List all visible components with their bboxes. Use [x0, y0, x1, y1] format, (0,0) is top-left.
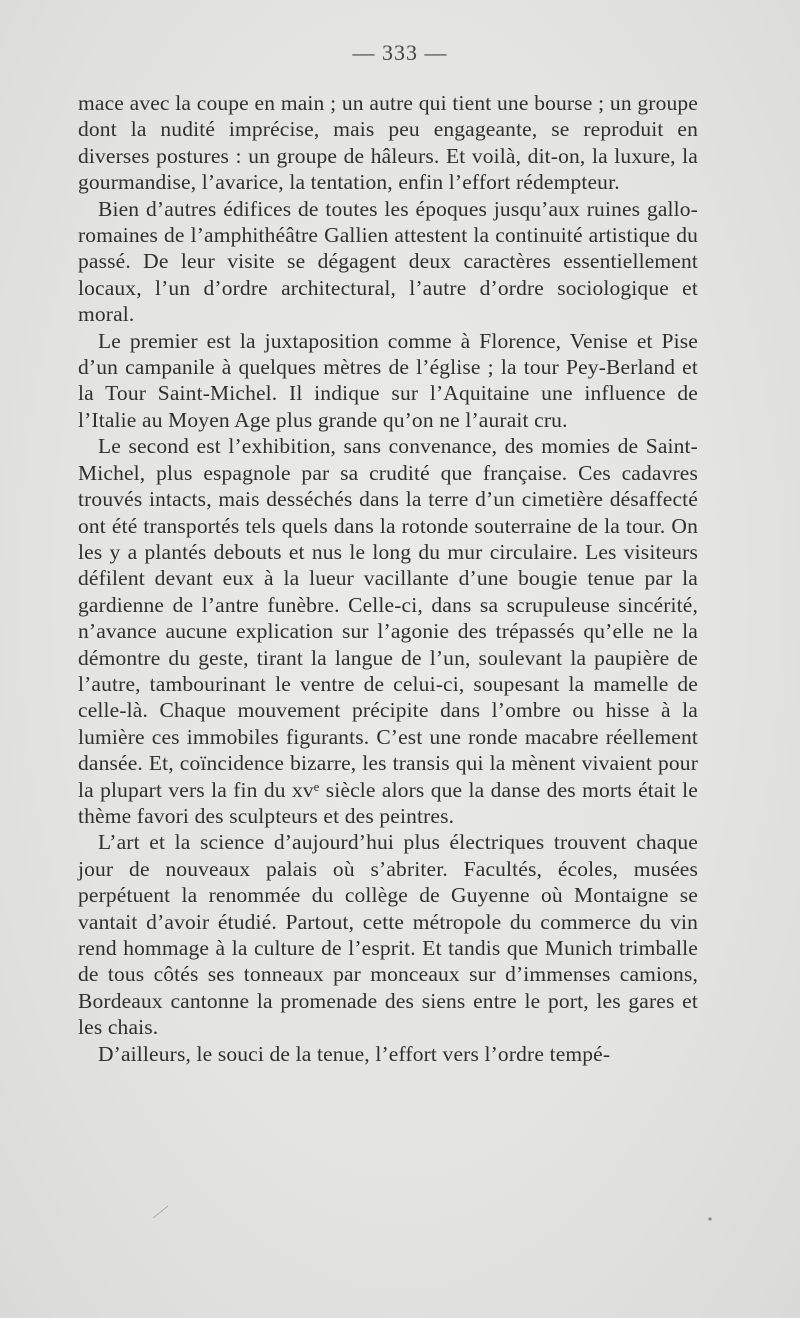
ink-dot-mark	[706, 1215, 714, 1223]
ink-stroke-mark	[152, 1205, 170, 1219]
body-text	[78, 90, 698, 1067]
paragraph-6: D’ailleurs, le souci de la tenue, l’effort vers l’ordre tempé-	[98, 1041, 611, 1066]
paragraph-4: Le second est l’exhibition, sans convenance, des momies de Saint-Michel, plus espagnole par sa crudité que française. Ces cadavres trouvés intacts, mais desséchés dans la terre d’un cimetière désaffecté ont été transportés tels quels dans la rotonde souterraine de la tour. On les y a plantés debouts et nus le long du mur circulaire. Les visiteurs défilent devant eux à la lueur vacillante d’une bougie tenue par la gardienne de l’antre funèbre. Celle-ci, dans sa scrupuleuse sincérité, n’avance aucune explication sur l’agonie des trépassés qu’elle ne la démontre du geste, tirant la langue de l’un, soulevant la paupière de l’autre, tambourinant le ventre de celui-ci, soupesant la mamelle de celle-là. Chaque mouvement précipite dans l’ombre ou hisse à la lumière ces immobiles figurants. C’est une ronde macabre réellement dansée. Et, coïncidence bizarre, les transis qui la mènent vivaient pour la plupart vers la fin du xvᵉ siècle alors que la danse des morts était le thème favori des sculpteurs et des peintres.	[78, 434, 698, 828]
page-number: — 333 —	[352, 40, 448, 65]
paragraph-2: Bien d’autres édifices de toutes les époques jusqu’aux ruines gallo-romaines de l’amphithéâtre Gallien attestent la continuité artistique du passé. De leur visite se dégagent deux caractères essentiellement locaux, l’un d’ordre architectural, l’autre d’ordre sociologique et moral.	[78, 196, 698, 327]
paragraph-1: mace avec la coupe en main ; un autre qui tient une bourse ; un groupe dont la nudité imprécise, mais peu engageante, se reproduit en diverses postures : un groupe de hâleurs. Et voilà, dit-on, la luxure, la gourmandise, l’avarice, la tentation, enfin l’effort rédempteur.	[78, 91, 698, 195]
paragraph-5: L’art et la science d’aujourd’hui plus électriques trouvent chaque jour de nouveaux palais où s’abriter. Facultés, écoles, musées perpétuent la renommée du collège de Guyenne où Montaigne se vantait d’avoir étudié. Partout, cette métropole du commerce du vin rend hommage à la culture de l’esprit. Et tandis que Munich trimballe de tous côtés ses tonneaux par monceaux sur d’immenses camions, Bordeaux cantonne la promenade des siens entre le port, les gares et les chais.	[78, 830, 698, 1040]
paragraph-3: Le premier est la juxtaposition comme à Florence, Venise et Pise d’un campanile à quelques mètres de l’église ; la tour Pey-Berland et la Tour Saint-Michel. Il indique sur l’Aquitaine une influence de l’Italie au Moyen Age plus grande qu’on ne l’aurait cru.	[78, 328, 698, 432]
